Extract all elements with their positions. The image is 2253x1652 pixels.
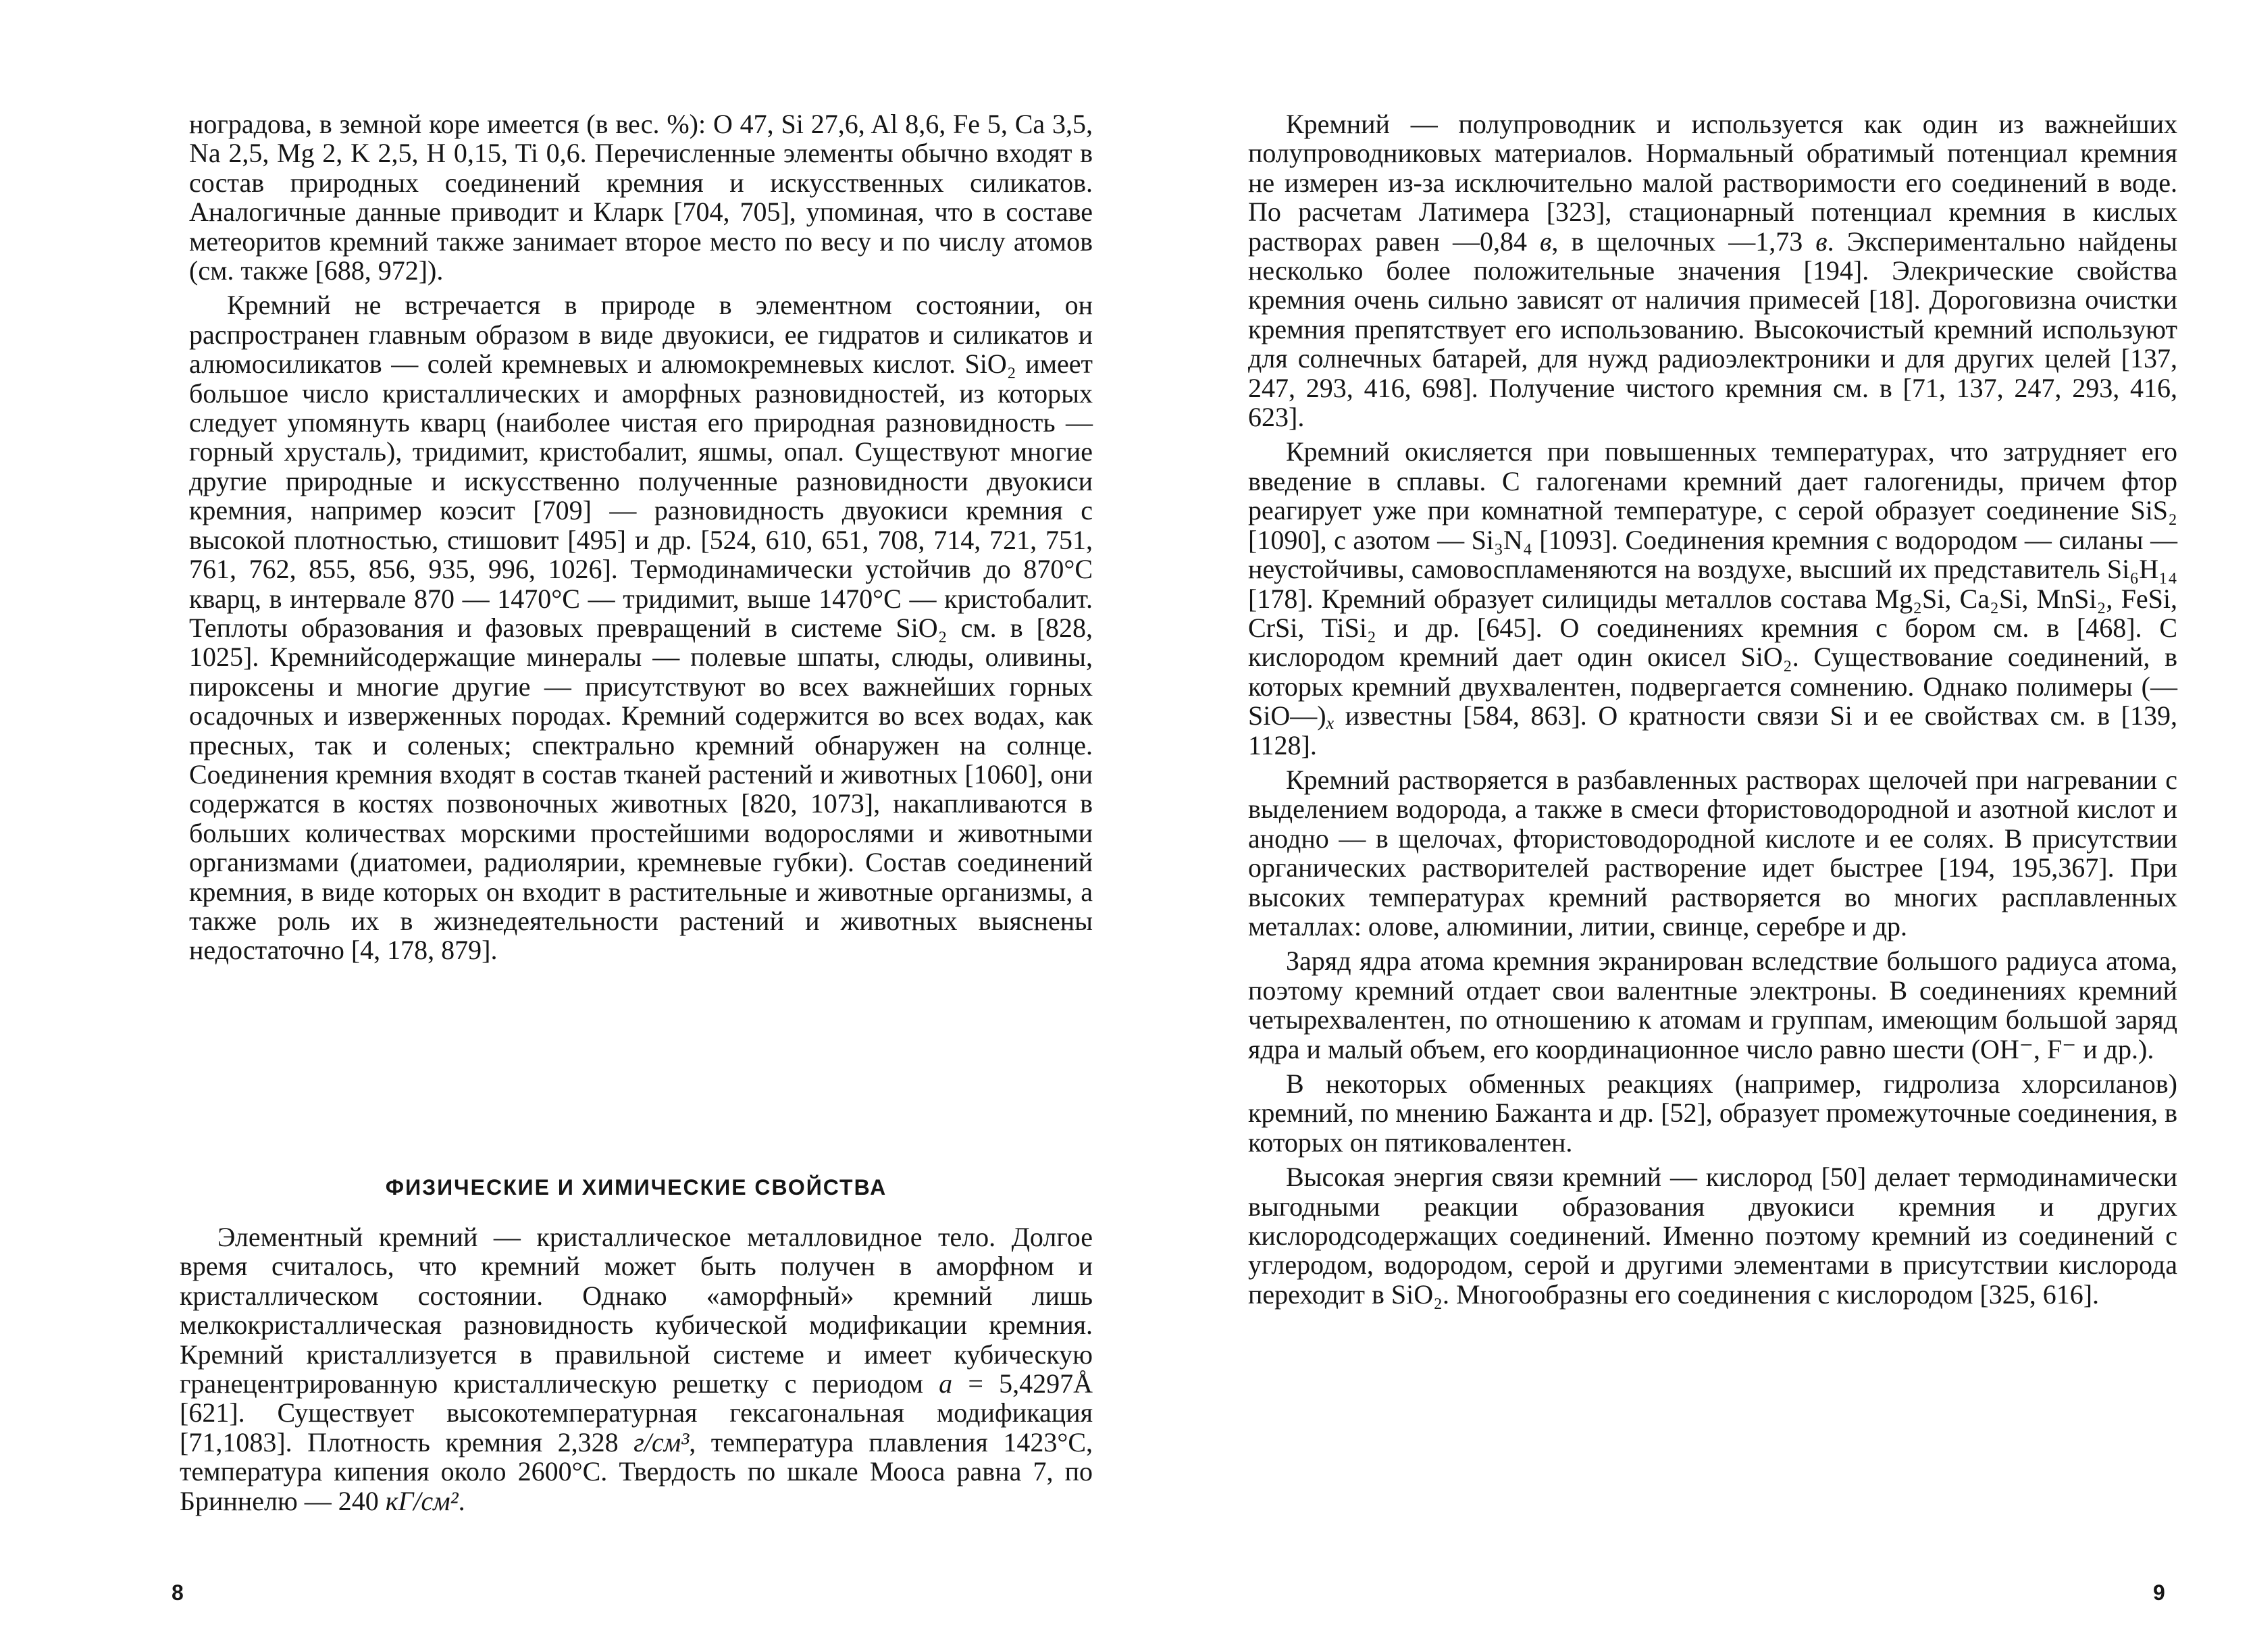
- paragraph-continuation: ноградова, в земной коре имеется (в вес. %): O 47, Si 27,6, Al 8,6, Fe 5, Ca 3,5, Na 2,5, Mg 2, K 2,5, H 0,15, Ti 0,6. Перечисленные элементы обычно входят в состав природных соединений кремния и искусственных силикатов. Аналогичные данные приводит и Кларк [704, 705], упоминая, что в составе метеоритов кремний также занимает второе место по весу и по числу атомов (см. также [688, 972]).: [189, 109, 1093, 286]
- text-segment: = 5,4297Å [621]. Существует высокотемпературная гексагональная модификация [71,1083]. Плотность кремния 2,328: [180, 1368, 1093, 1457]
- left-page: [0, 0, 1126, 1652]
- hardness-unit: кГ/см²: [385, 1485, 459, 1516]
- section-title: ФИЗИЧЕСКИЕ И ХИМИЧЕСКИЕ СВОЙСТВА: [385, 1175, 887, 1199]
- paragraph-bond-energy: Высокая энергия связи кремний — кислород [50] делает термодинамически выгодными реакции образования двуокиси кремния и других кислородсодержащих соединений. Именно поэтому кремний из соединений с углеродом, водородом, серой и другими элементами в присутствии кислорода переходит в SiO₂. Многообразны его соединения с кислородом [325, 616].: [1248, 1162, 2177, 1310]
- page-number-right: 9: [2153, 1580, 2165, 1605]
- volt-unit: в: [1815, 226, 1828, 257]
- density-unit: г/см³: [633, 1426, 690, 1457]
- polymer-index: x: [1326, 713, 1335, 733]
- text-segment: Элементный кремний — кристаллическое металловидное тело. Долгое время считалось, что кремний может быть получен в аморфном и кристаллическом состоянии. Однако «аморфный» кремний лишь мелкокристаллическая разновидность кубической модификации кремния. Кремний кристаллизуется в правильной системе и имеет кубическую гранецентрированную кристаллическую решетку с периодом: [180, 1222, 1093, 1399]
- paragraph-occurrence: Кремний не встречается в природе в элементном состоянии, он распространен главным образом в виде двуокиси, ее гидратов и силикатов и алюмосиликатов — солей кремневых и алюмокремневых кислот. SiO₂ имеет большое число кристаллических и аморфных разновидностей, из которых следует упомянуть кварц (наиболее чистая его природная разновидность — горный хрусталь), тридимит, кристобалит, яшмы, опал. Существуют многие другие природные и искусственно полученные разновидности двуокиси кремния, например коэсит [709] — разновидность двуокиси кремния с высокой плотностью, стишовит [495] и др. [524, 610, 651, 708, 714, 721, 751, 761, 762, 855, 856, 935, 996, 1026]. Термодинамически устойчив до 870°C кварц, в интервале 870 — 1470°C — тридимит, выше 1470°C — кристобалит. Теплоты образования и фазовых превращений в системе SiO₂ см. в [828, 1025]. Кремнийсодержащие минералы — полевые шпаты, слюды, оливины, пироксены и многие другие — присутствуют во всех важнейших горных осадочных и изверженных породах. Кремний содержится во всех водах, как пресных, так и соленых; спектрально кремний обнаружен на солнце. Соединения кремния входят в состав тканей растений и животных [1060], они содержатся в костях позвоночных животных [820, 1073], накапливаются в больших количествах морскими простейшими водорослями и животными организмами (диатомеи, радиолярии, кремневые губки). Состав соединений кремния, в виде которых он входит в растительные и животные организмы, а также роль их в жизнедеятельности растений и животных выяснены недостаточно [4, 178, 879].: [189, 290, 1093, 966]
- page-number-left: 8: [172, 1580, 184, 1605]
- text-segment: , в щелочных —1,73: [1551, 226, 1816, 257]
- text-segment: .: [458, 1485, 465, 1516]
- right-page: [1126, 0, 2253, 1652]
- text-segment: , температура плавления 1423°C, температура кипения около 2600°C. Твердость по шкале Мооса равна 7, по Бриннелю — 240: [180, 1426, 1093, 1516]
- paragraph-dissolution: Кремний растворяется в разбавленных растворах щелочей при нагревании с выделением водорода, а также в смеси фтористоводородной и азотной кислот и анодно — в щелочах, фтористоводородной кислоте и ее солях. В присутствии органических растворителей растворение идет быстрее [194, 195,367]. При высоких температурах кремний растворяется во многих расплавленных металлах: олове, алюминии, литии, свинце, серебре и др.: [1248, 764, 2177, 941]
- left-column-bottom: [180, 1222, 1093, 1516]
- text-segment: Кремний окисляется при повышенных температурах, что затрудняет его введение в сплавы. С галогенами кремний дает галогениды, причем фтор реагирует уже при комнатной температуре, с серой образует соединение SiS₂ [1090], с азотом — Si₃N₄ [1093]. Соединения кремния с водородом — силаны — неустойчивы, самовоспламеняются на воздухе, высший их представитель Si₆H₁₄ [178]. Кремний образует силициды металлов состава Mg₂Si, Ca₂Si, MnSi₂, FeSi, CrSi, TiSi₂ и др. [645]. О соединениях кремния с бором см. в [468]. С кислородом кремний дает один окисел SiO₂. Существование соединений, в которых кремний двухвалентен, подвергается сомнению. Однако полимеры (—SiO—): [1248, 436, 2177, 731]
- paragraph-oxidation: [1248, 437, 2177, 759]
- paragraph-nuclear-charge: Заряд ядра атома кремния экранирован вследствие большого радиуса атома, поэтому кремний отдает свои валентные электроны. В соединениях кремний четырехвалентен, по отношению к атомам и группам, имеющим большой заряд ядра и малый объем, его координационное число равно шести (OH⁻, F⁻ и др.).: [1248, 946, 2177, 1064]
- lattice-period-symbol: a: [939, 1368, 953, 1399]
- text-segment: . Экспериментально найдены несколько более положительные значения [194]. Элекрические свойства кремния очень сильно зависят от наличия примесей [18]. Дороговизна очистки кремния препятствует его использованию. Высокочистый кремний используют для солнечных батарей, для нужд радиоэлектроники и для других целей [137, 247, 293, 416, 698]. Получение чистого кремния см. в [71, 137, 247, 293, 416, 623].: [1248, 226, 2177, 433]
- paragraph-semiconductor: [1248, 109, 2177, 432]
- paragraph-exchange-reactions: В некоторых обменных реакциях (например, гидролиза хлорсиланов) кремний, по мнению Бажанта и др. [52], образует промежуточные соединения, в которых он пятиковалентен.: [1248, 1068, 2177, 1158]
- text-segment: Кремний — полупроводник и используется как один из важнейших полупроводниковых материалов. Нормальный обратимый потенциал кремния не измерен из-за исключительно малой растворимости его соединений в воде. По расчетам Латимера [323], стационарный потенциал кремния в кислых растворах равен —0,84: [1248, 109, 2177, 257]
- text-segment: известны [584, 863]. О кратности связи Si и ее свойствах см. в [139, 1128].: [1248, 700, 2177, 760]
- right-column: [1248, 109, 2177, 1309]
- left-column-top: [189, 109, 1093, 965]
- volt-unit: в: [1540, 226, 1552, 257]
- paragraph-elemental-silicon: [180, 1222, 1093, 1516]
